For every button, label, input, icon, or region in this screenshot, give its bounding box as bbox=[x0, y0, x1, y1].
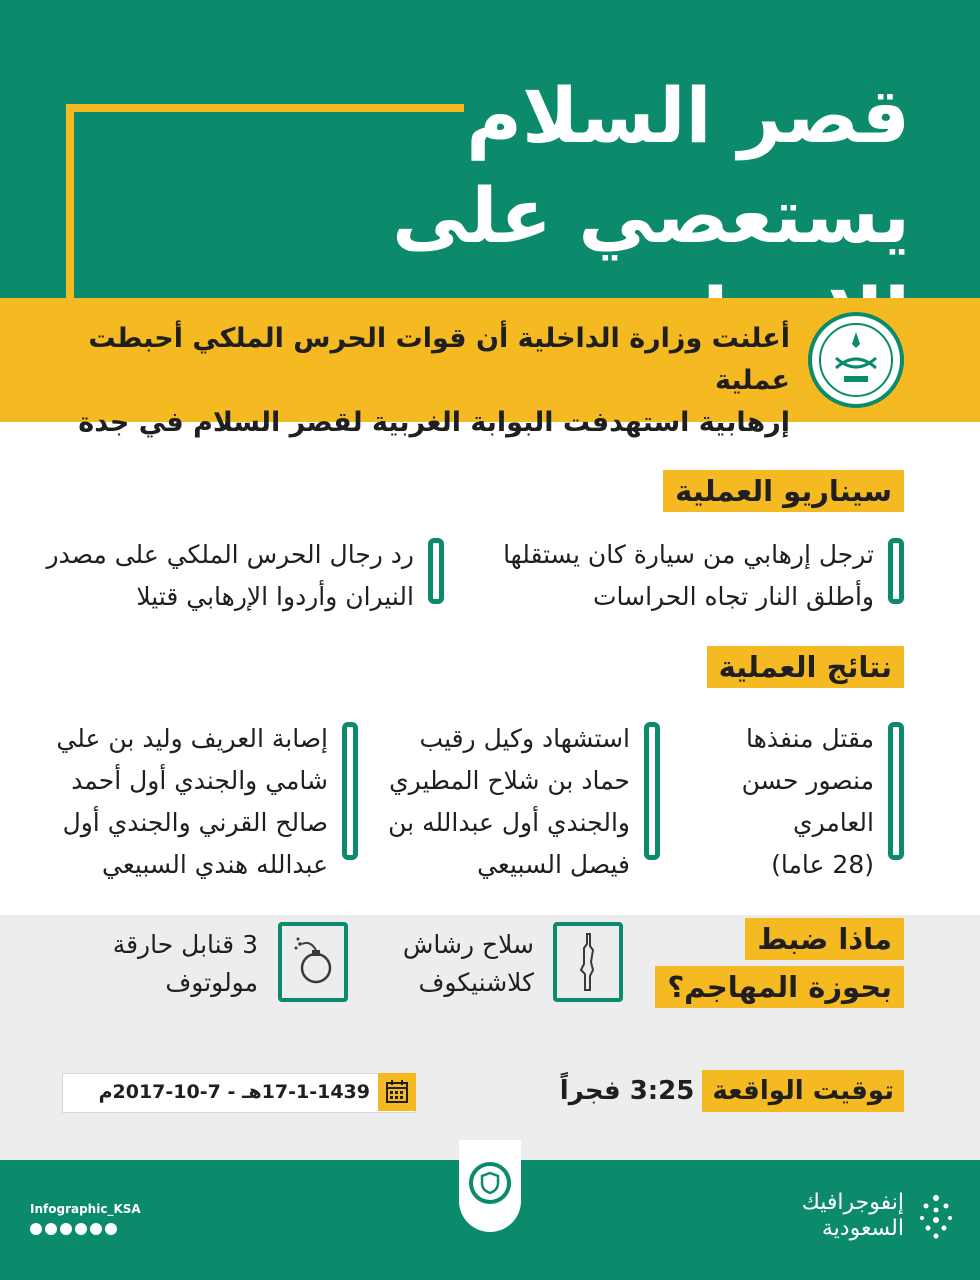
text-line: رد رجال الحرس الملكي على مصدر bbox=[46, 540, 414, 569]
item-bracket bbox=[644, 722, 660, 860]
intro-line-1: أعلنت وزارة الداخلية أن قوات الحرس الملكي أحبطت عملية bbox=[88, 323, 790, 396]
title-line-1: قصر السلام bbox=[466, 71, 910, 160]
twitter-icon[interactable] bbox=[30, 1223, 42, 1235]
text-line: حماد بن شلاح المطيري bbox=[389, 766, 630, 795]
seized-heading-line-1: ماذا ضبط bbox=[745, 918, 904, 960]
brand-line-2: السعودية bbox=[821, 1216, 904, 1241]
scenario-item-2 bbox=[44, 534, 444, 611]
item-bracket bbox=[888, 538, 904, 604]
results-heading: نتائج العملية bbox=[707, 646, 904, 688]
results-item-1 bbox=[704, 718, 904, 879]
time-label: توقيت الواقعة bbox=[702, 1070, 904, 1112]
text-line: استشهاد وكيل رقيب bbox=[419, 724, 630, 753]
scenario-heading: سيناريو العملية bbox=[663, 470, 904, 512]
text-line: عبدالله هندي السبيعي bbox=[102, 850, 328, 879]
scenario-item-text bbox=[503, 534, 874, 618]
calendar-icon bbox=[378, 1073, 416, 1111]
seized-item-molotov bbox=[113, 926, 258, 1002]
snapchat-icon[interactable] bbox=[90, 1223, 102, 1235]
brand-name bbox=[802, 1190, 904, 1242]
ministry-emblem-icon bbox=[806, 310, 906, 410]
item-bracket bbox=[428, 538, 444, 604]
text-line: النيران وأردوا الإرهابي قتيلا bbox=[136, 582, 414, 611]
text-line: 3 قنابل حارقة bbox=[112, 930, 258, 959]
instagram-icon[interactable] bbox=[75, 1223, 87, 1235]
text-line: صالح القرني والجندي أول bbox=[62, 808, 328, 837]
item-bracket bbox=[342, 722, 358, 860]
header-frame-left bbox=[66, 104, 74, 298]
text-line: فيصل السبيعي bbox=[477, 850, 630, 879]
brand-line-1: إنفوجرافيك bbox=[801, 1190, 904, 1215]
calendar-icon-box bbox=[378, 1073, 416, 1111]
text-line: ترجل إرهابي من سيارة كان يستقلها bbox=[503, 540, 874, 569]
results-item-text bbox=[388, 718, 630, 886]
item-bracket bbox=[888, 722, 904, 860]
text-line: منصور حسن bbox=[741, 766, 874, 795]
results-item-text bbox=[56, 718, 328, 886]
incident-time bbox=[560, 1070, 904, 1112]
title-line-2: يستعصي على bbox=[392, 171, 910, 260]
seized-item-rifle bbox=[403, 926, 534, 1002]
text-line: كلاشنيكوف bbox=[418, 968, 534, 997]
bomb-icon-box bbox=[278, 922, 348, 1002]
seized-heading-line-2: بحوزة المهاجم؟ bbox=[655, 966, 904, 1008]
rifle-icon-box bbox=[553, 922, 623, 1002]
text-line: إصابة العريف وليد بن علي bbox=[56, 724, 328, 753]
text-line: سلاح رشاش bbox=[402, 930, 534, 959]
rifle-icon bbox=[557, 926, 619, 998]
scenario-item-1 bbox=[503, 534, 904, 611]
text-line: مولوتوف bbox=[165, 968, 258, 997]
scenario-item-text bbox=[47, 534, 415, 618]
results-item-2 bbox=[360, 718, 660, 879]
social-icons bbox=[30, 1220, 120, 1234]
incident-date: 17-1-1439هـ - 7-10-2017م bbox=[98, 1081, 370, 1103]
results-item-text bbox=[742, 718, 874, 886]
text-line: (28 عاما) bbox=[771, 850, 874, 879]
results-item-3 bbox=[56, 718, 358, 879]
shield-icon bbox=[469, 1162, 511, 1204]
facebook-icon[interactable] bbox=[45, 1223, 57, 1235]
text-line: والجندي أول عبدالله بن bbox=[388, 808, 630, 837]
text-line: مقتل منفذها bbox=[746, 724, 874, 753]
time-value: 3:25 فجراً bbox=[559, 1076, 695, 1106]
intro-line-2: إرهابية استهدفت البوابة الغربية لقصر السلام في جدة bbox=[78, 407, 790, 438]
text-line: شامي والجندي أول أحمد bbox=[71, 766, 328, 795]
youtube-icon[interactable] bbox=[60, 1223, 72, 1235]
social-handle[interactable]: Infographic_KSA bbox=[30, 1202, 141, 1216]
text-line: العامري bbox=[793, 808, 874, 837]
text-line: وأطلق النار تجاه الحراسات bbox=[592, 582, 874, 611]
brand-logo-icon bbox=[914, 1192, 958, 1244]
bomb-icon bbox=[282, 926, 344, 998]
intro-text bbox=[70, 318, 790, 444]
telegram-icon[interactable] bbox=[105, 1223, 117, 1235]
